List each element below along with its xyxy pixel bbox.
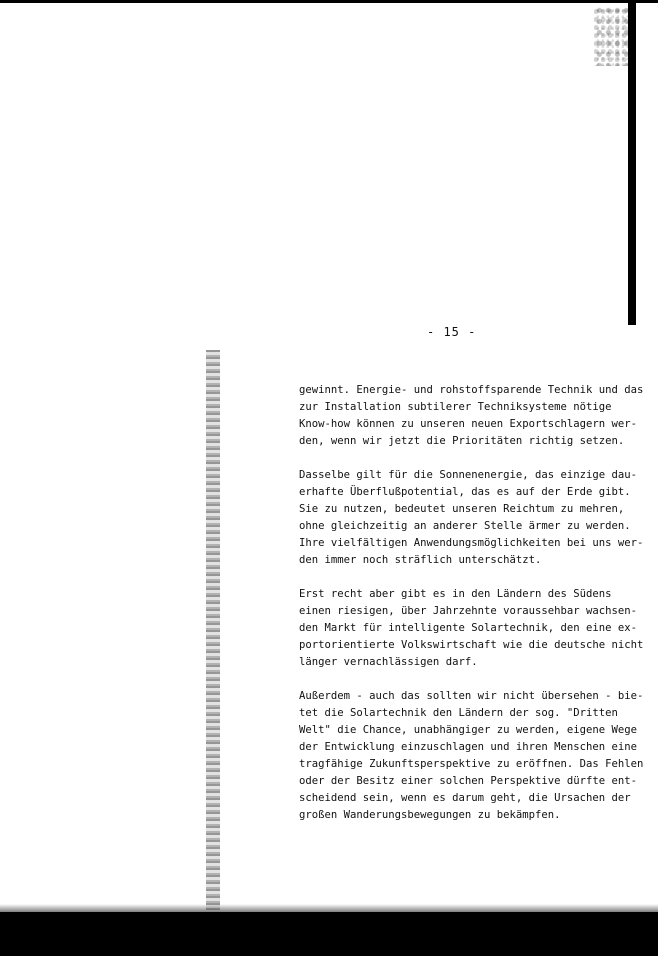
text-line: oder der Besitz einer solchen Perspektive dürfte ent- (299, 775, 638, 787)
text-line: zur Installation subtilerer Techniksysteme nötige (299, 401, 612, 413)
scan-corner-noise (594, 6, 628, 66)
text-line: Ihre vielfältigen Anwendungsmöglichkeiten bei uns wer- (299, 537, 644, 549)
text-line: Erst recht aber gibt es in den Ländern des Südens (299, 588, 612, 600)
text-line: Sie zu nutzen, bedeutet unseren Reichtum zu mehren, (299, 503, 625, 515)
text-line: länger vernachlässigen darf. (299, 656, 478, 668)
text-body (299, 382, 644, 841)
text-line: Außerdem - auch das sollten wir nicht übersehen - bie- (299, 690, 644, 702)
text-line: gewinnt. Energie- und rohstoffsparende Technik und das (299, 384, 644, 396)
paragraph (299, 688, 644, 824)
text-line: tet die Solartechnik den Ländern der sog. "Dritten (299, 707, 618, 719)
text-line: großen Wanderungsbewegungen zu bekämpfen. (299, 809, 561, 821)
text-line: den Markt für intelligente Solartechnik, den eine ex- (299, 622, 638, 634)
scan-bottom-border (0, 912, 658, 956)
paragraph (299, 586, 644, 671)
text-line: einen riesigen, über Jahrzehnte voraussehbar wachsen- (299, 605, 638, 617)
scan-right-border (628, 0, 636, 325)
text-line: ohne gleichzeitig an anderer Stelle ärmer zu werden. (299, 520, 631, 532)
scan-left-edge (206, 350, 220, 910)
text-line: scheidend sein, wenn es darum geht, die Ursachen der (299, 792, 631, 804)
scan-top-border (0, 0, 658, 3)
text-line: Know-how können zu unseren neuen Exportschlagern wer- (299, 418, 638, 430)
page-number: - 15 - (427, 325, 477, 339)
paragraph (299, 467, 644, 569)
text-line: portorientierte Volkswirtschaft wie die deutsche nicht (299, 639, 644, 651)
text-line: der Entwicklung einzuschlagen und ihren Menschen eine (299, 741, 638, 753)
text-line: den immer noch sträflich unterschätzt. (299, 554, 542, 566)
text-line: den, wenn wir jetzt die Prioritäten richtig setzen. (299, 435, 625, 447)
text-line: Dasselbe gilt für die Sonnenenergie, das einzige dau- (299, 469, 638, 481)
text-line: erhafte Überflußpotential, das es auf der Erde gibt. (299, 486, 631, 498)
text-line: tragfähige Zukunftsperspektive zu eröffnen. Das Fehlen (299, 758, 644, 770)
scan-bottom-fade (0, 904, 658, 912)
text-line: Welt" die Chance, unabhängiger zu werden, eigene Wege (299, 724, 638, 736)
paragraph (299, 382, 644, 450)
